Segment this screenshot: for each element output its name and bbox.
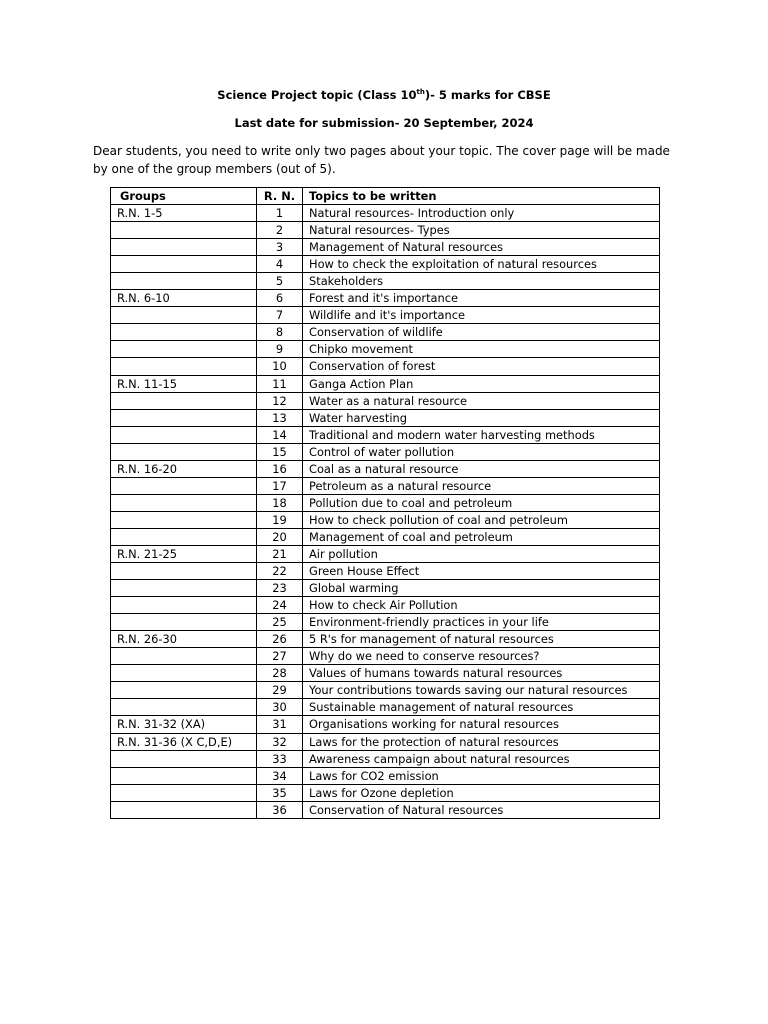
table-row bbox=[111, 205, 660, 222]
table-row bbox=[111, 511, 660, 528]
group-cell bbox=[111, 239, 257, 256]
group-cell bbox=[111, 256, 257, 273]
table-row bbox=[111, 358, 660, 375]
roll-number-cell: 4 bbox=[257, 256, 303, 273]
group-cell: R.N. 31-36 (X C,D,E) bbox=[111, 733, 257, 750]
group-cell bbox=[111, 528, 257, 545]
topic-cell: Environment-friendly practices in your life bbox=[303, 614, 660, 631]
group-cell bbox=[111, 392, 257, 409]
table-row bbox=[111, 614, 660, 631]
group-cell: R.N. 31-32 (XA) bbox=[111, 716, 257, 733]
topic-cell: Awareness campaign about natural resources bbox=[303, 750, 660, 767]
topic-cell: Conservation of forest bbox=[303, 358, 660, 375]
roll-number-cell: 21 bbox=[257, 545, 303, 562]
roll-number-cell: 28 bbox=[257, 665, 303, 682]
group-cell bbox=[111, 682, 257, 699]
roll-number-cell: 17 bbox=[257, 477, 303, 494]
roll-number-cell: 29 bbox=[257, 682, 303, 699]
table-row bbox=[111, 801, 660, 818]
group-cell bbox=[111, 426, 257, 443]
group-cell bbox=[111, 614, 257, 631]
table-row bbox=[111, 222, 660, 239]
roll-number-cell: 36 bbox=[257, 801, 303, 818]
table-row bbox=[111, 733, 660, 750]
topic-cell: Management of Natural resources bbox=[303, 239, 660, 256]
group-cell bbox=[111, 699, 257, 716]
topic-cell: Natural resources- Types bbox=[303, 222, 660, 239]
table-row bbox=[111, 784, 660, 801]
roll-number-cell: 23 bbox=[257, 580, 303, 597]
roll-number-cell: 16 bbox=[257, 460, 303, 477]
topic-cell: Conservation of wildlife bbox=[303, 324, 660, 341]
roll-number-cell: 12 bbox=[257, 392, 303, 409]
topic-cell: Organisations working for natural resources bbox=[303, 716, 660, 733]
topic-cell: Stakeholders bbox=[303, 273, 660, 290]
topic-cell: Laws for Ozone depletion bbox=[303, 784, 660, 801]
group-cell bbox=[111, 222, 257, 239]
group-cell: R.N. 26-30 bbox=[111, 631, 257, 648]
table-row bbox=[111, 392, 660, 409]
roll-number-cell: 6 bbox=[257, 290, 303, 307]
table-header-row bbox=[111, 188, 660, 205]
table-row bbox=[111, 563, 660, 580]
table-row bbox=[111, 750, 660, 767]
topics-table bbox=[110, 187, 660, 819]
group-cell: R.N. 16-20 bbox=[111, 460, 257, 477]
table-row bbox=[111, 665, 660, 682]
group-cell bbox=[111, 750, 257, 767]
table-row bbox=[111, 545, 660, 562]
roll-number-cell: 19 bbox=[257, 511, 303, 528]
table-row bbox=[111, 631, 660, 648]
group-cell bbox=[111, 307, 257, 324]
roll-number-cell: 31 bbox=[257, 716, 303, 733]
table-row bbox=[111, 716, 660, 733]
title-suffix: )- 5 marks for CBSE bbox=[424, 88, 551, 102]
roll-number-cell: 27 bbox=[257, 648, 303, 665]
table-row bbox=[111, 239, 660, 256]
roll-number-cell: 34 bbox=[257, 767, 303, 784]
group-cell bbox=[111, 494, 257, 511]
roll-number-cell: 7 bbox=[257, 307, 303, 324]
table-row bbox=[111, 290, 660, 307]
topic-cell: Chipko movement bbox=[303, 341, 660, 358]
submission-deadline: Last date for submission- 20 September, 2024 bbox=[234, 116, 534, 130]
column-header-roll-number: R. N. bbox=[257, 188, 303, 205]
topic-cell: Air pollution bbox=[303, 545, 660, 562]
roll-number-cell: 11 bbox=[257, 375, 303, 392]
topic-cell: Conservation of Natural resources bbox=[303, 801, 660, 818]
roll-number-cell: 5 bbox=[257, 273, 303, 290]
roll-number-cell: 32 bbox=[257, 733, 303, 750]
table-row bbox=[111, 341, 660, 358]
table-row bbox=[111, 528, 660, 545]
topic-cell: Global warming bbox=[303, 580, 660, 597]
table-body bbox=[111, 205, 660, 819]
roll-number-cell: 24 bbox=[257, 597, 303, 614]
table-row bbox=[111, 307, 660, 324]
topic-cell: Green House Effect bbox=[303, 563, 660, 580]
table-row bbox=[111, 375, 660, 392]
topic-cell: Natural resources- Introduction only bbox=[303, 205, 660, 222]
roll-number-cell: 35 bbox=[257, 784, 303, 801]
topic-cell: Sustainable management of natural resources bbox=[303, 699, 660, 716]
table-row bbox=[111, 682, 660, 699]
table-row bbox=[111, 426, 660, 443]
group-cell: R.N. 11-15 bbox=[111, 375, 257, 392]
topic-cell: Control of water pollution bbox=[303, 443, 660, 460]
topic-cell: How to check pollution of coal and petroleum bbox=[303, 511, 660, 528]
roll-number-cell: 2 bbox=[257, 222, 303, 239]
topic-cell: Wildlife and it's importance bbox=[303, 307, 660, 324]
table-row bbox=[111, 273, 660, 290]
group-cell bbox=[111, 358, 257, 375]
roll-number-cell: 20 bbox=[257, 528, 303, 545]
roll-number-cell: 13 bbox=[257, 409, 303, 426]
topic-cell: Values of humans towards natural resources bbox=[303, 665, 660, 682]
topic-cell: Management of coal and petroleum bbox=[303, 528, 660, 545]
table-row bbox=[111, 324, 660, 341]
table-row bbox=[111, 409, 660, 426]
table-row bbox=[111, 699, 660, 716]
topic-cell: Water as a natural resource bbox=[303, 392, 660, 409]
title-prefix: Science Project topic (Class 10 bbox=[217, 88, 417, 102]
roll-number-cell: 8 bbox=[257, 324, 303, 341]
roll-number-cell: 26 bbox=[257, 631, 303, 648]
table-row bbox=[111, 477, 660, 494]
page-title bbox=[0, 88, 768, 102]
topic-cell: Ganga Action Plan bbox=[303, 375, 660, 392]
group-cell bbox=[111, 648, 257, 665]
roll-number-cell: 25 bbox=[257, 614, 303, 631]
group-cell bbox=[111, 767, 257, 784]
group-cell bbox=[111, 324, 257, 341]
group-cell bbox=[111, 597, 257, 614]
group-cell bbox=[111, 580, 257, 597]
group-cell bbox=[111, 563, 257, 580]
group-cell bbox=[111, 273, 257, 290]
table-row bbox=[111, 256, 660, 273]
roll-number-cell: 30 bbox=[257, 699, 303, 716]
table-row bbox=[111, 597, 660, 614]
roll-number-cell: 22 bbox=[257, 563, 303, 580]
group-cell bbox=[111, 784, 257, 801]
roll-number-cell: 9 bbox=[257, 341, 303, 358]
table-row bbox=[111, 443, 660, 460]
table-row bbox=[111, 767, 660, 784]
group-cell: R.N. 1-5 bbox=[111, 205, 257, 222]
group-cell bbox=[111, 665, 257, 682]
title-superscript: th bbox=[416, 88, 425, 97]
group-cell: R.N. 21-25 bbox=[111, 545, 257, 562]
group-cell bbox=[111, 801, 257, 818]
topic-cell: Petroleum as a natural resource bbox=[303, 477, 660, 494]
topic-cell: Forest and it's importance bbox=[303, 290, 660, 307]
topic-cell: Laws for the protection of natural resources bbox=[303, 733, 660, 750]
roll-number-cell: 3 bbox=[257, 239, 303, 256]
roll-number-cell: 33 bbox=[257, 750, 303, 767]
column-header-groups: Groups bbox=[111, 188, 257, 205]
group-cell bbox=[111, 341, 257, 358]
table-row bbox=[111, 648, 660, 665]
topic-cell: Your contributions towards saving our natural resources bbox=[303, 682, 660, 699]
topic-cell: Water harvesting bbox=[303, 409, 660, 426]
roll-number-cell: 18 bbox=[257, 494, 303, 511]
topic-cell: How to check the exploitation of natural resources bbox=[303, 256, 660, 273]
group-cell bbox=[111, 409, 257, 426]
roll-number-cell: 10 bbox=[257, 358, 303, 375]
topic-cell: Why do we need to conserve resources? bbox=[303, 648, 660, 665]
column-header-topics: Topics to be written bbox=[303, 188, 660, 205]
roll-number-cell: 1 bbox=[257, 205, 303, 222]
group-cell bbox=[111, 443, 257, 460]
topic-cell: Laws for CO2 emission bbox=[303, 767, 660, 784]
group-cell bbox=[111, 511, 257, 528]
topic-cell: Coal as a natural resource bbox=[303, 460, 660, 477]
topic-cell: Traditional and modern water harvesting methods bbox=[303, 426, 660, 443]
table-row bbox=[111, 460, 660, 477]
table-row bbox=[111, 494, 660, 511]
topic-cell: 5 R's for management of natural resources bbox=[303, 631, 660, 648]
roll-number-cell: 14 bbox=[257, 426, 303, 443]
topic-cell: How to check Air Pollution bbox=[303, 597, 660, 614]
instructions-paragraph: Dear students, you need to write only two pages about your topic. The cover page will be made by one of the group members (out of 5). bbox=[93, 144, 670, 176]
group-cell bbox=[111, 477, 257, 494]
group-cell: R.N. 6-10 bbox=[111, 290, 257, 307]
table-row bbox=[111, 580, 660, 597]
roll-number-cell: 15 bbox=[257, 443, 303, 460]
topic-cell: Pollution due to coal and petroleum bbox=[303, 494, 660, 511]
